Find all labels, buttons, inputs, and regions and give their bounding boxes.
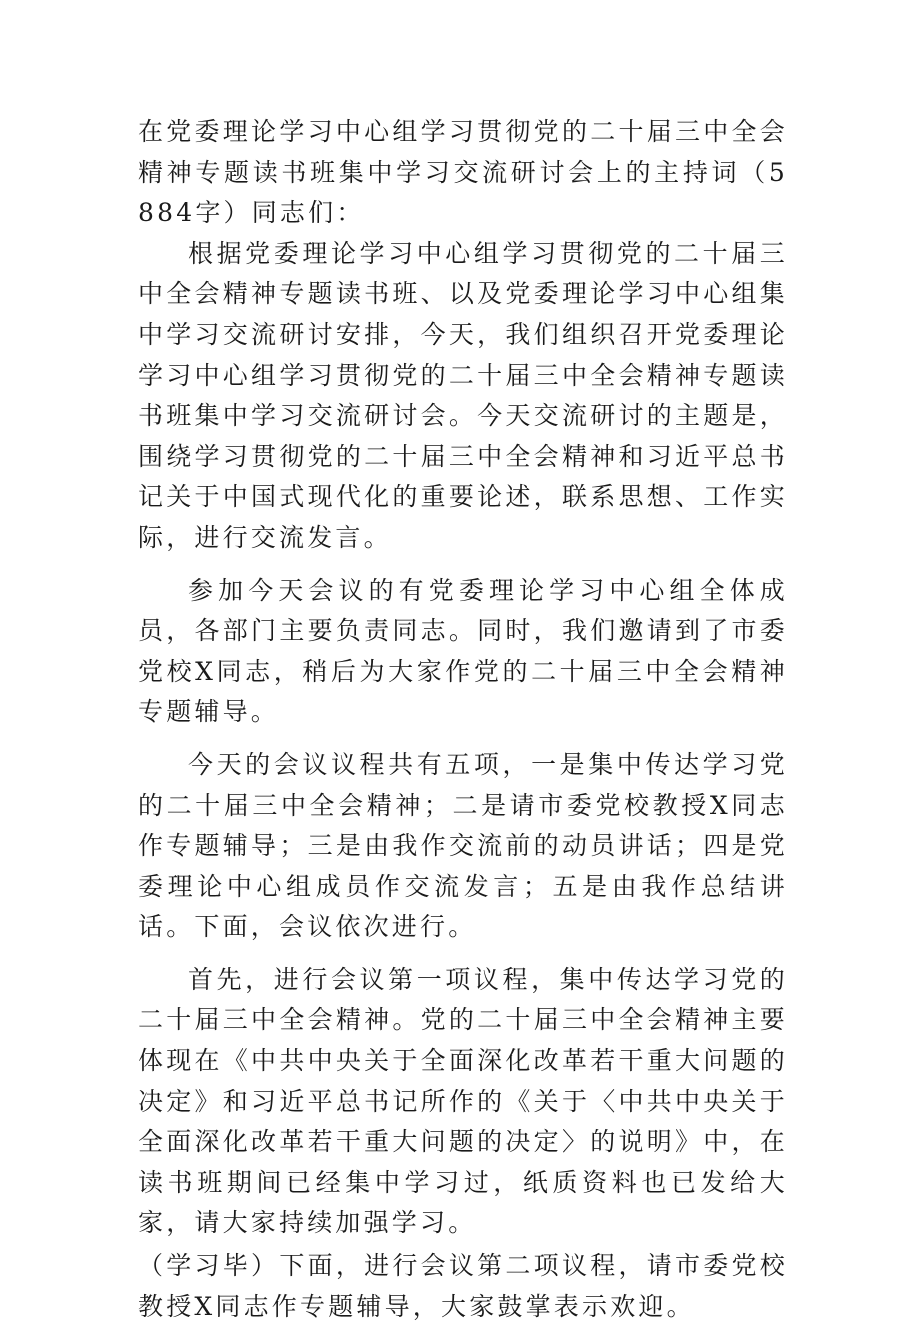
paragraph-agenda-intro: 根据党委理论学习中心组学习贯彻党的二十届三中全会精神专题读书班、以及党委理论学习中心组集中学习交流研讨安排，今天，我们组织召开党委理论学习中心组学习贯彻党的二十届三中全会精神专题读书班集中学习交流研讨会。今天交流研讨的主题是，围绕学习贯彻党的二十届三中全会精神和习近平总书记关于中国式现代化的重要论述，联系思想、工作实际，进行交流发言。 (138, 238, 788, 552)
paragraph-attendees: 参加今天会议的有党委理论学习中心组全体成员，各部门主要负责同志。同时，我们邀请到了市委党校X同志，稍后为大家作党的二十届三中全会精神专题辅导。 (138, 575, 788, 727)
paragraph-first-item: 首先，进行会议第一项议程，集中传达学习党的二十届三中全会精神。党的二十届三中全会精神主要体现在《中共中央关于全面深化改革若干重大问题的决定》和习近平总书记所作的《关于〈中共中央关于全面深化改革若干重大问题的决定〉的说明》中，在读书班期间已经集中学习过，纸质资料也已发给大家，请大家持续加强学习。 (138, 964, 788, 1238)
document-title: 在党委理论学习中心组学习贯彻党的二十届三中全会精神专题读书班集中学习交流研讨会上的主持词（5884字）同志们： (138, 117, 788, 228)
document-body (138, 112, 788, 1327)
paragraph-agenda-items: 今天的会议议程共有五项，一是集中传达学习党的二十届三中全会精神；二是请市委党校教授X同志作专题辅导；三是由我作交流前的动员讲话；四是党委理论中心组成员作交流发言；五是由我作总结讲话。下面，会议依次进行。 (138, 749, 788, 942)
paragraph-second-item: （学习毕）下面，进行会议第二项议程，请市委党校教授X同志作专题辅导，大家鼓掌表示欢迎。 (138, 1251, 788, 1321)
